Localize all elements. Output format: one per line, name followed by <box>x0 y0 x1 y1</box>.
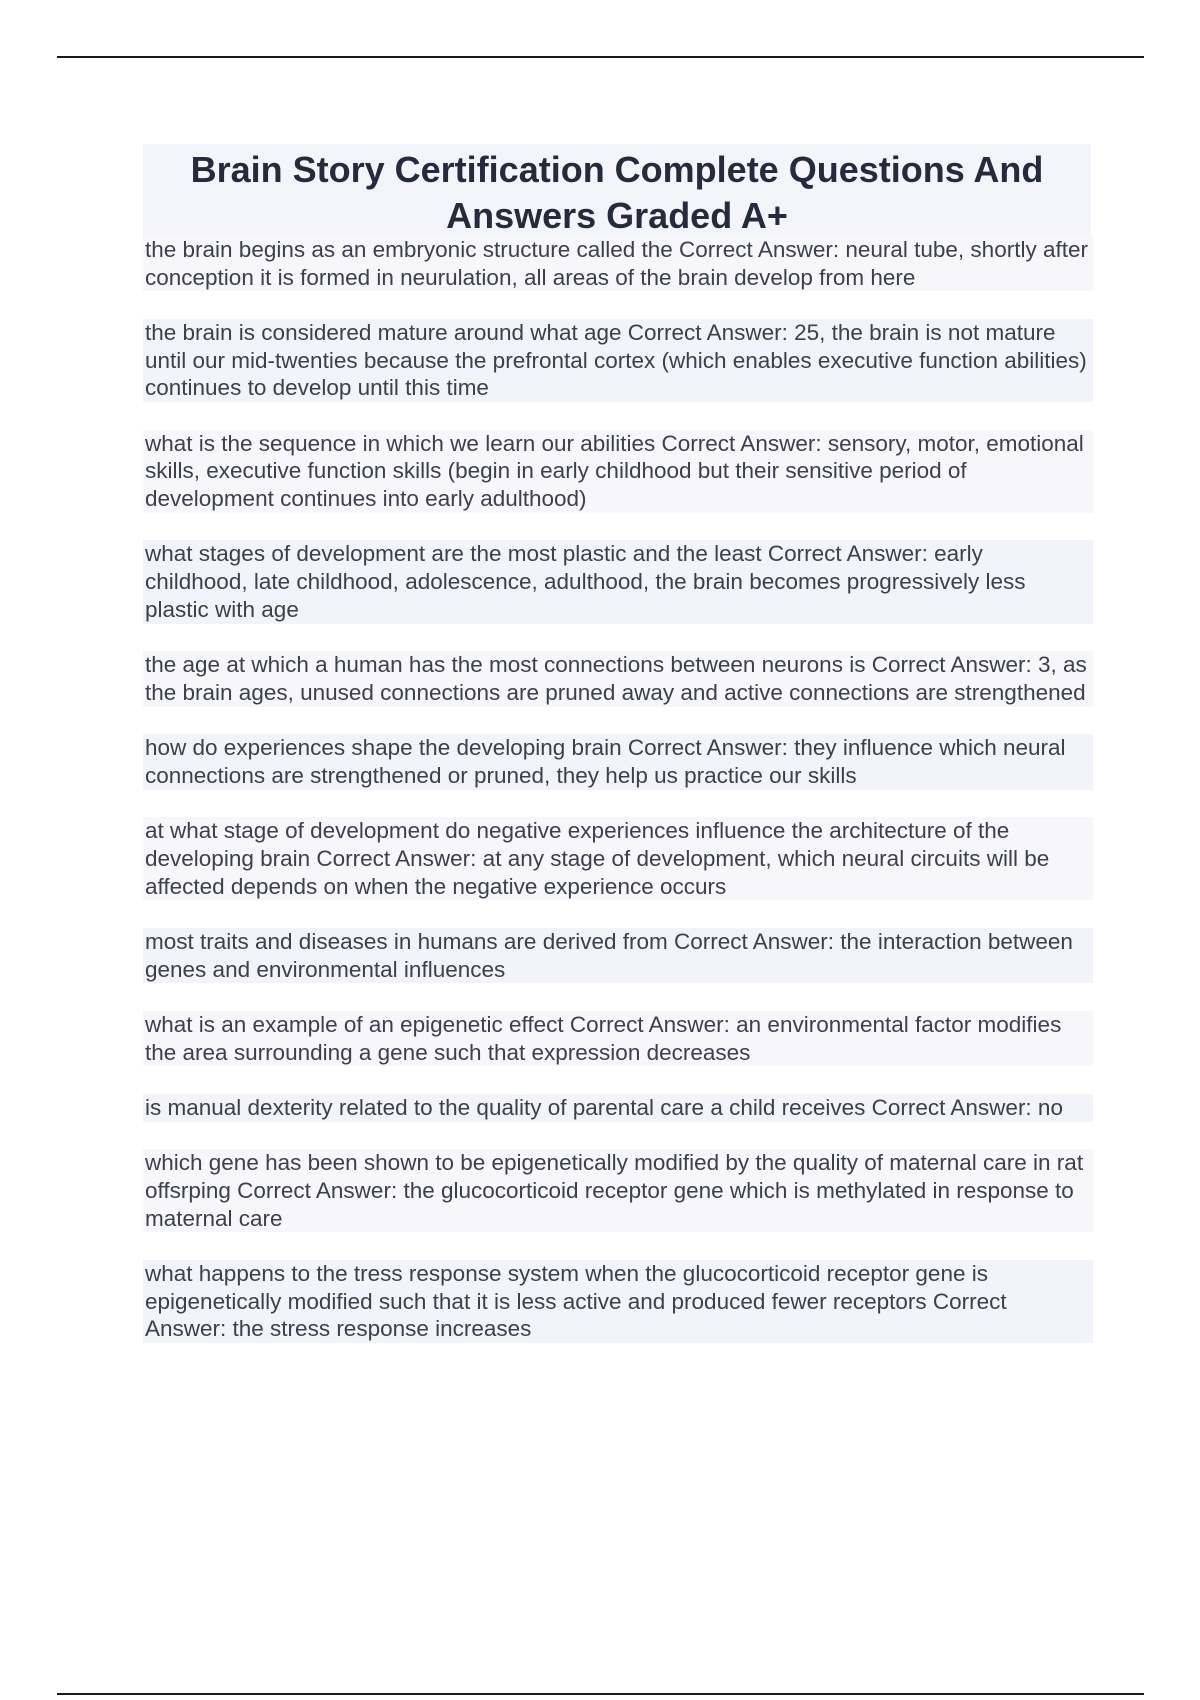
qa-item: what is the sequence in which we learn our abilities Correct Answer: sensory, motor, emotional skills, executive function skills (begin in early childhood but their sensitive period of development continues into early adulthood) <box>143 430 1093 513</box>
qa-list <box>143 236 1093 1371</box>
qa-item: what stages of development are the most plastic and the least Correct Answer: early childhood, late childhood, adolescence, adulthood, the brain becomes progressively less plastic with age <box>143 540 1093 623</box>
qa-item: at what stage of development do negative experiences influence the architecture of the developing brain Correct Answer: at any stage of development, which neural circuits will be affected depends on when the negative experience occurs <box>143 817 1093 900</box>
qa-item: the age at which a human has the most connections between neurons is Correct Answer: 3, as the brain ages, unused connections are pruned away and active connections are strengthened <box>143 651 1093 706</box>
qa-item: what is an example of an epigenetic effect Correct Answer: an environmental factor modifies the area surrounding a gene such that expression decreases <box>143 1011 1093 1066</box>
qa-item: the brain is considered mature around what age Correct Answer: 25, the brain is not mature until our mid-twenties because the prefrontal cortex (which enables executive function abilities) continues to develop until this time <box>143 319 1093 402</box>
qa-item: the brain begins as an embryonic structure called the Correct Answer: neural tube, shortly after conception it is formed in neurulation, all areas of the brain develop from here <box>143 236 1093 291</box>
document-title: Brain Story Certification Complete Questions And Answers Graded A+ <box>190 149 1044 236</box>
bottom-rule <box>57 1693 1144 1695</box>
qa-item: most traits and diseases in humans are derived from Correct Answer: the interaction between genes and environmental influences <box>143 928 1093 983</box>
top-rule <box>57 56 1144 58</box>
qa-item: how do experiences shape the developing brain Correct Answer: they influence which neural connections are strengthened or pruned, they help us practice our skills <box>143 734 1093 789</box>
title-block <box>143 144 1091 237</box>
qa-item: what happens to the tress response system when the glucocorticoid receptor gene is epigenetically modified such that it is less active and produced fewer receptors Correct Answer: the stress response increases <box>143 1260 1093 1343</box>
qa-item: which gene has been shown to be epigenetically modified by the quality of maternal care in rat offsrping Correct Answer: the glucocorticoid receptor gene which is methylated in response to maternal care <box>143 1149 1093 1232</box>
qa-item: is manual dexterity related to the quality of parental care a child receives Correct Answer: no <box>143 1094 1093 1122</box>
